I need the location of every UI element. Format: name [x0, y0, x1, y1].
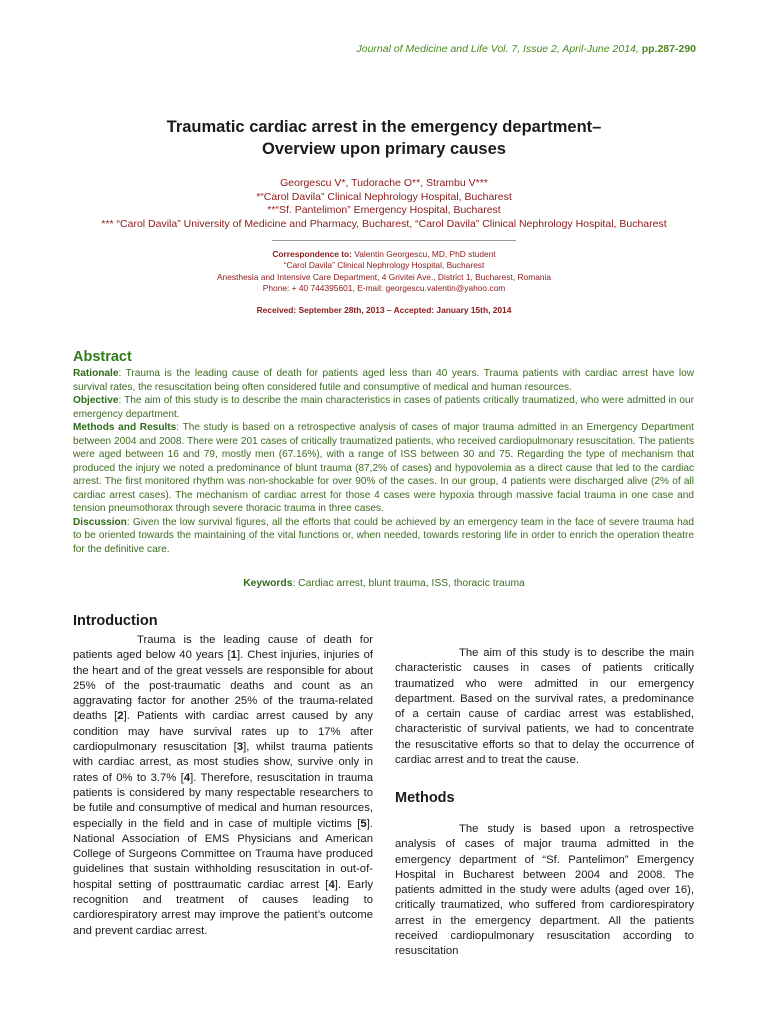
- keywords-text: : Cardiac arrest, blunt trauma, ISS, thoracic trauma: [292, 578, 525, 589]
- journal-citation: Journal of Medicine and Life Vol. 7, Issue 2, April-June 2014,: [356, 43, 639, 55]
- rationale-label: Rationale: [73, 368, 119, 379]
- aim-paragraph: The aim of this study is to describe the main characteristic causes in cases of patients critically traumatized who were admitted in our emergency department. Based on the survival rates, a predominance of a certain cause of cardiac arrest was established, characteristic of survival patients, we had to concentrate the resuscitative efforts so that to delay the occurrence of cardiac arrest and to treat the cause.: [395, 647, 694, 767]
- correspondence-line-4: Phone: + 40 744395601, E-mail: georgescu.valentin@yahoo.com: [262, 282, 506, 293]
- citation-ref: 3: [236, 741, 244, 754]
- correspondence-line-2: “Carol Davila” Clinical Nephrology Hospital, Bucharest: [283, 260, 485, 271]
- introduction-paragraph: [73, 633, 373, 939]
- intro-text-4: ], whilst trauma patients with cardiac arrest, as most studies show, survive only in rates of 0% to 3.7% [: [73, 741, 373, 784]
- correspondence-line-1: [0, 249, 768, 260]
- abstract-objective: [73, 394, 694, 421]
- intro-text-7: ]. Early recognition and treatment of causes leading to cardiorespiratory arrest may improve the patient’s outcome and prevent cardiac arrest.: [73, 878, 374, 937]
- title-line-2: Overview upon primary causes: [262, 140, 506, 158]
- journal-header: [356, 43, 696, 55]
- citation-ref: 1: [230, 649, 237, 662]
- citation-ref: 4: [183, 771, 191, 784]
- divider: [272, 240, 516, 241]
- citation-ref: 5: [360, 817, 367, 830]
- correspondence-name: Valentin Georgescu, MD, PhD student: [351, 249, 496, 259]
- intro-text-5: ]. Therefore, resuscitation in trauma patients is considered by many respectable researchers to be futile and consumptive of medical and human resources, especially in the field and in case of multiple victims [: [73, 771, 373, 830]
- abstract-rationale: [73, 367, 694, 394]
- rationale-text: : Trauma is the leading cause of death for patients aged less than 40 years. Trauma patients with cardiac arrest have low survival rates, the resuscitation being often considered futile and consumptive of medical and human resources.: [73, 368, 694, 393]
- objective-text: : The aim of this study is to describe the main characteristics in cases of patients critically traumatized, who were admitted in our emergency department.: [73, 395, 694, 420]
- abstract-discussion: [73, 516, 694, 557]
- aim-column: [395, 646, 694, 768]
- abstract-heading: Abstract: [73, 349, 132, 365]
- author-names: Georgescu V*, Tudorache O**, Strambu V***: [280, 177, 488, 189]
- methods-label: Methods and Results: [73, 422, 177, 433]
- correspondence-block: [0, 249, 768, 294]
- affiliation-1: *“Carol Davila” Clinical Nephrology Hospital, Bucharest: [256, 190, 512, 203]
- abstract-body: [73, 367, 694, 556]
- discussion-label: Discussion: [73, 516, 127, 528]
- abstract-methods: [73, 421, 694, 516]
- affiliation-3: *** “Carol Davila” University of Medicine and Pharmacy, Bucharest, “Carol Davila” Clinical Nephrology Hospital, Bucharest: [101, 217, 667, 230]
- affiliation-2: **“Sf. Pantelimon” Emergency Hospital, Bucharest: [267, 204, 501, 217]
- article-title: [0, 116, 768, 160]
- intro-text-3: ]. Patients with cardiac arrest caused by any condition may have survival rates up to 17% after cardiopulmonary resuscitation [: [73, 710, 373, 754]
- author-block: [0, 177, 768, 231]
- methods-heading: Methods: [395, 790, 455, 806]
- methods-column: [395, 822, 694, 960]
- received-dates: Received: September 28th, 2013 – Accepted: January 15th, 2014: [256, 305, 512, 315]
- keywords-label: Keywords: [243, 578, 293, 589]
- intro-text-1: Trauma is the leading cause of death for patients aged below 40 years [: [73, 634, 373, 662]
- intro-text-2: ]. Chest injuries, injuries of the heart and of the great vessels are responsible for about 25% of the post-traumatic deaths and count as an aggravating factor for another 25% of the trauma-related deaths [: [73, 649, 373, 723]
- methods-paragraph: The study is based upon a retrospective analysis of cases of major trauma admitted in the emergency department of “Sf. Pantelimon” Emergency Hospital in Bucharest between 2004 and 2008. The patients admitted in the study were adults (aged over 16), critically traumatized, who suffered from cardiorespiratory arrest in the emergency department. All the patients received cardiopulmonary resuscitation according to resuscitation: [395, 823, 694, 958]
- title-line-1: Traumatic cardiac arrest in the emergency department–: [166, 118, 602, 136]
- discussion-text: : Given the low survival figures, all the efforts that could be achieved by an emergency team in the face of severe trauma had to be oriented towards the maintaining of the vital functions or, when needed, towards restoring life in order to enrich the operation theatre for the definitive care.: [73, 516, 694, 555]
- keywords: [0, 578, 768, 589]
- objective-label: Objective: [73, 395, 119, 406]
- intro-text-6: ]. National Association of EMS Physicians and American College of Surgeons Committee on Trauma have produced guidelines that sustain withholding resuscitation in out-of-hospital setting of posttraumatic cardiac arrest [: [73, 817, 373, 891]
- methods-text: : The study is based on a retrospective analysis of cases of major trauma admitted in an Emergency Department between 2004 and 2008. There were 201 cases of critically traumatized patients, who received cardiopulmonary resuscitation. The patients were aged between 16 and 79, mostly men (67.16%), with a range of ISS between 30 and 75. Regarding the type of mechanism that produced the injury we noted a predominance of blunt trauma (87,2% of cases) and hypovolemia as a direct cause that led to the cardiac arrest. The first monitored rhythm was non-shockable for over 90% of the cases. In our group, 4 patients were discharged alive (2% of all cardiac arrest cases). The mechanism of cardiac arrest for those 4 cases were hypoxia through massive facial trauma in one case and tension pneumothorax through severe thoracic trauma in three cases.: [73, 422, 694, 514]
- introduction-heading: Introduction: [73, 613, 158, 629]
- citation-ref: 4: [328, 878, 335, 891]
- introduction-column: [73, 633, 373, 939]
- correspondence-label: Correspondence to:: [272, 249, 352, 259]
- correspondence-line-3: Anesthesia and Intensive Care Department, 4 Grivitei Ave., District 1, Bucharest, Romania: [216, 271, 552, 282]
- citation-ref: 2: [117, 710, 124, 723]
- journal-pages: pp.287-290: [641, 43, 696, 55]
